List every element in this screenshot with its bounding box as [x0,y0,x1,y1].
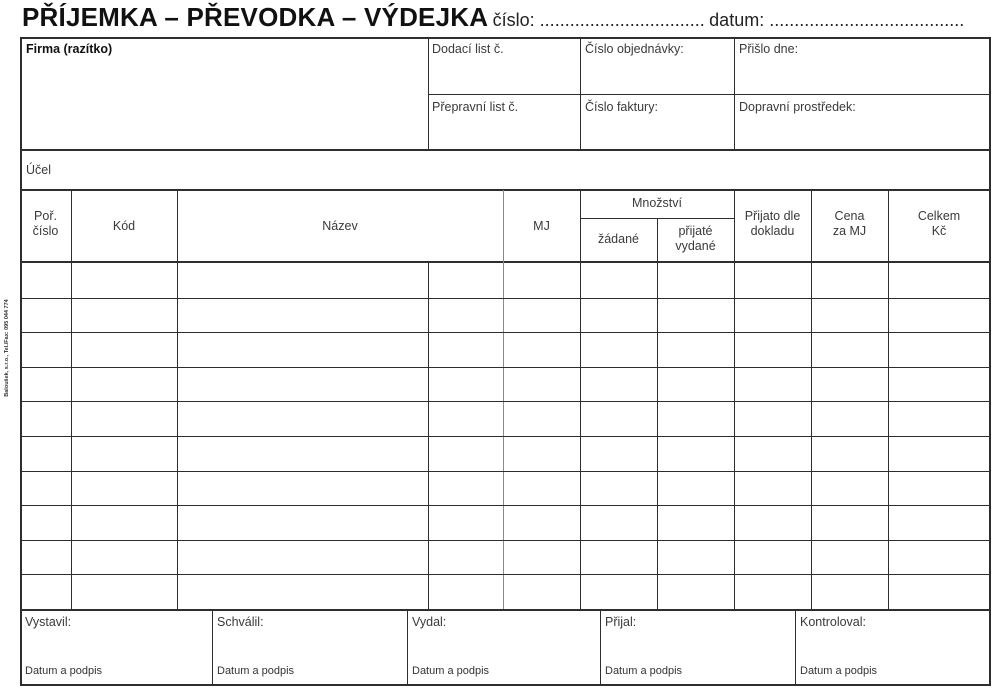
prepravni-list-label: Přepravní list č. [432,100,519,114]
divider [20,189,991,191]
divider [407,610,408,685]
date-signature-label: Datum a podpis [800,665,878,677]
divider [795,610,796,685]
col-header-prijato-dle-dokladu: Přijato dle dokladu [744,209,801,238]
row-divider [20,505,991,506]
table-row[interactable] [22,401,989,436]
col-header-prijate-vydane: přijaté vydané [675,224,716,253]
row-divider [20,436,991,437]
firma-label: Firma (razítko) [26,42,113,56]
form-date-field[interactable]: datum: ....................................... [709,10,965,30]
date-signature-label: Datum a podpis [412,665,490,677]
signature-field[interactable] [600,611,795,684]
form-number-field[interactable]: číslo: ................................. [492,10,705,30]
dopravni-prostredek-field[interactable] [734,94,990,149]
date-signature-label: Datum a podpis [25,665,103,677]
col-header-kod: Kód [112,219,136,233]
form-title [22,2,964,33]
table-row[interactable] [22,263,989,298]
signature-label: Vydal: [412,615,447,629]
firma-field[interactable] [20,37,428,149]
table-row[interactable] [22,505,989,540]
signature-label: Přijal: [605,615,637,629]
cislo-objednavky-field[interactable] [580,37,734,94]
printer-imprint: Baloušek, s.r.o., Tel./Fax: 095 044 774 [4,299,10,397]
signature-label: Schválil: [217,615,264,629]
prislo-dne-field[interactable] [734,37,990,94]
col-header-cena-za-mj: Cena za MJ [832,209,867,238]
col-header-nazev: Název [322,219,358,233]
table-row[interactable] [22,540,989,575]
row-divider [20,471,991,472]
signature-label: Vystavil: [25,615,72,629]
table-row[interactable] [22,298,989,333]
col-header-celkem-kc: Celkem Kč [917,209,961,238]
dopravni-prostredek-label: Dopravní prostředek: [739,100,856,114]
signature-field[interactable] [20,611,212,684]
prislo-dne-label: Přišlo dne: [739,42,799,56]
date-signature-label: Datum a podpis [605,665,683,677]
signature-label: Kontroloval: [800,615,867,629]
table-row[interactable] [22,436,989,471]
signature-field[interactable] [212,611,407,684]
signature-field[interactable] [407,611,600,684]
cislo-faktury-label: Číslo faktury: [585,100,658,114]
table-row[interactable] [22,574,989,609]
date-signature-label: Datum a podpis [217,665,295,677]
table-row[interactable] [22,471,989,506]
row-divider [20,540,991,541]
table-row[interactable] [22,332,989,367]
row-divider [20,298,991,299]
border-bottom [20,684,991,686]
col-header-mnozstvi: Množství [631,196,682,210]
signature-field[interactable] [795,611,990,684]
row-divider [20,401,991,402]
cislo-objednavky-label: Číslo objednávky: [585,42,684,56]
row-divider [20,574,991,575]
col-header-mj: MJ [533,219,550,233]
ucel-field[interactable] [20,150,990,189]
divider [600,610,601,685]
col-header-zadane: žádané [597,232,639,246]
ucel-label: Účel [26,163,52,177]
divider [212,610,213,685]
dodaci-list-label: Dodací list č. [432,42,504,56]
col-header-por-cislo: Poř. číslo [32,209,59,238]
row-divider [20,332,991,333]
form-title-main: PŘÍJEMKA – PŘEVODKA – VÝDEJKA [22,2,489,32]
prepravni-list-field[interactable] [428,94,580,149]
form-frame [20,37,991,686]
table-row[interactable] [22,367,989,402]
row-divider [20,367,991,368]
cislo-faktury-field[interactable] [580,94,734,149]
dodaci-list-field[interactable] [428,37,580,94]
